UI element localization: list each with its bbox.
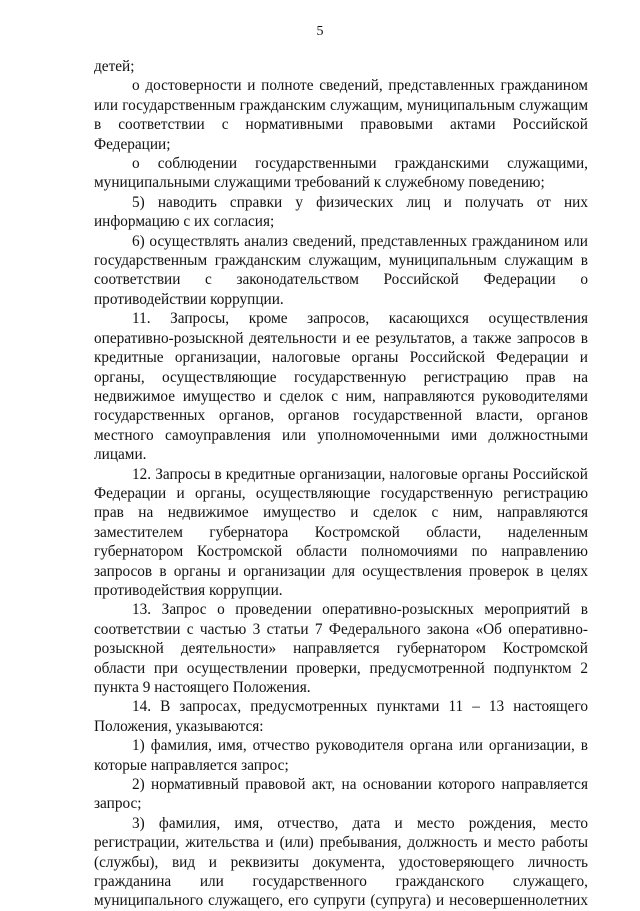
paragraph-section-13: 13. Запрос о проведении оперативно-розыскных мероприятий в соответствии с частью 3 статьи 7 Федерального закона «Об оперативно-розыскной деятельности» направляется губернатором Костромской области при осуществлении проверки, предусмотренной подпунктом 2 пункта 9 настоящего Положения. [94,601,588,696]
paragraph-section-14: 14. В запросах, предусмотренных пунктами 11 – 13 настоящего Положения, указываются: [94,698,588,735]
page-number: 5 [316,24,324,39]
document-body [94,57,588,911]
paragraph-item-6: 6) осуществлять анализ сведений, представленных гражданином или государственным гражданским служащим, муниципальным служащим в соответствии с законодательством Российской Федерации о противодействии коррупции. [94,232,588,308]
paragraph-item-5: 5) наводить справки у физических лиц и получать от них информацию с их согласия; [94,193,588,231]
paragraph-section-12: 12. Запросы в кредитные организации, налоговые органы Российской Федерации и органы, осуществляющие государственную регистрацию прав на недвижимое имущество и сделок с ним, направляются заместителем губернатора Костромской области, наделенным губернатором Костромской области полномочиями по направлению запросов в органы и организации для осуществления проверок в целях противодействия коррупции. [94,465,588,599]
paragraph-conduct-clause: о соблюдении государственными гражданскими служащими, муниципальными служащими требований к служебному поведению; [94,155,588,192]
paragraph-subitem-3: 3) фамилия, имя, отчество, дата и место рождения, место регистрации, жительства и (или) пребывания, должность и место работы (службы), вид и реквизиты документа, удостоверяющего личность гражданина или государственного гражданского служащего, муниципального служащего, его супруги (супруга) и несовершеннолетних [94,814,588,910]
paragraph-section-11: 11. Запросы, кроме запросов, касающихся осуществления оперативно-розыскной деятельности и ее результатов, а также запросов в кредитные организации, налоговые органы Российской Федерации и органы, осуществляющие государственную регистрацию прав на недвижимое имущество и сделок с ним, направляются руководителями государственных органов, органов государственной власти, органов местного самоуправления или уполномоченными ими должностными лицами. [94,310,588,464]
paragraph-subitem-2: 2) нормативный правовой акт, на основании которого направляется запрос; [94,776,588,813]
paragraph-reliability-clause: о достоверности и полноте сведений, представленных гражданином или государственным гражданским служащим, муниципальным служащим в соответствии с нормативными правовыми актами Российской Федерации; [94,77,588,153]
paragraph-subitem-1: 1) фамилия, имя, отчество руководителя органа или организации, в которые направляется запрос; [94,737,588,774]
paragraph-continuation: детей; [94,58,135,75]
